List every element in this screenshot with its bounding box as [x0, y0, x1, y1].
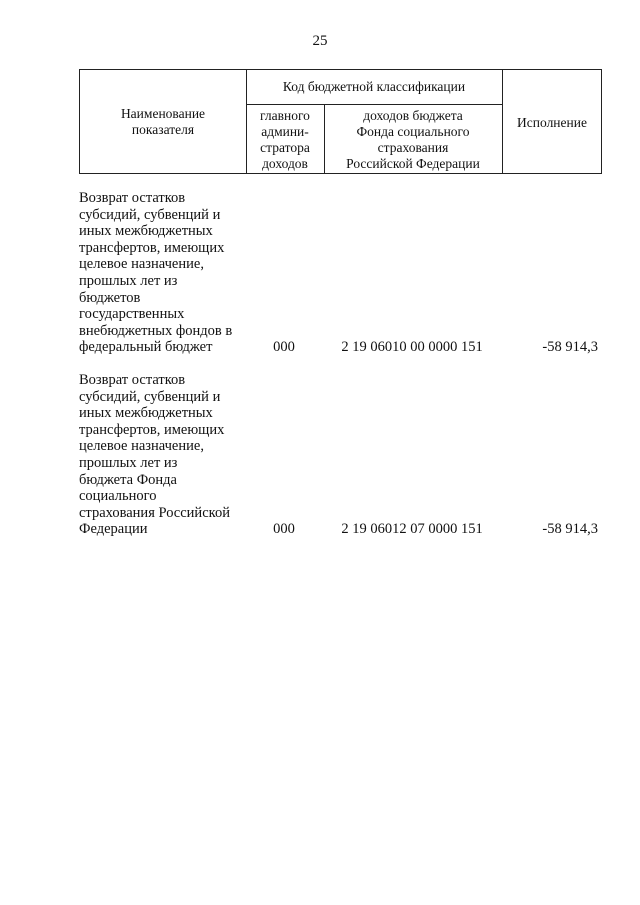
table-header: [79, 69, 602, 174]
table-row: [79, 190, 602, 356]
page-number: 25: [312, 33, 328, 49]
header-name-column: Наименование показателя: [120, 106, 206, 137]
header-subdivider: [246, 104, 502, 105]
header-execution-column: Исполнение: [517, 115, 587, 130]
row-name: Возврат остатков субсидий, субвенций и иных межбюджетных трансфертов, имеющих целевое назначение, прошлых лет из бюджета Фонда социального страхования Российской Федерации: [79, 371, 230, 538]
row-admin-code: 000: [273, 521, 295, 538]
table-body: [79, 190, 602, 554]
row-amount: -58 914,3: [542, 339, 598, 356]
header-income-column: доходов бюджета Фонда социального страхования Российской Федерации: [346, 108, 480, 171]
row-admin-code: 000: [273, 339, 295, 356]
row-income-code: 2 19 06010 00 0000 151: [341, 339, 483, 356]
header-admin-column: главного админи- стратора доходов: [260, 108, 310, 171]
row-income-code: 2 19 06012 07 0000 151: [341, 521, 483, 538]
table-row: [79, 372, 602, 538]
row-name: Возврат остатков субсидий, субвенций и иных межбюджетных трансфертов, имеющих целевое назначение, прошлых лет из бюджетов государственных внебюджетных фондов в федеральный бюджет: [79, 190, 233, 356]
header-budget-classification: Код бюджетной классификации: [282, 79, 466, 94]
row-amount: -58 914,3: [542, 521, 598, 538]
